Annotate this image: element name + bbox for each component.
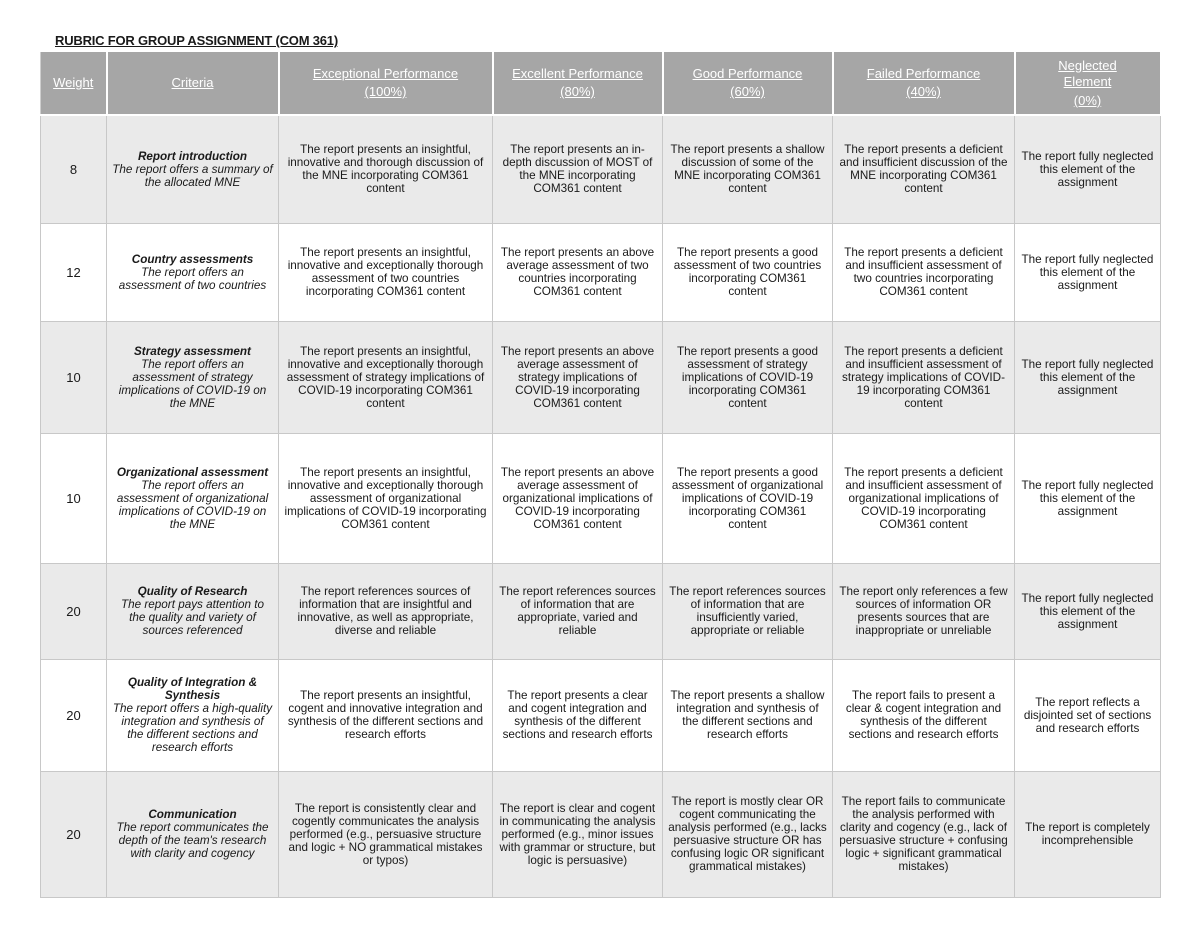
exceptional-cell: The report presents an insightful, innovative and exceptionally thorough assessment of strategy implications of COVID-19 incorporating COM361 content xyxy=(279,321,493,433)
header-failed xyxy=(833,51,1015,115)
criterion-title: Communication xyxy=(148,808,237,821)
header-exceptional xyxy=(279,51,493,115)
table-row xyxy=(41,115,1161,223)
good-cell: The report presents a shallow integration and synthesis of the different sections and research efforts xyxy=(663,659,833,771)
excellent-cell: The report references sources of information that are appropriate, varied and reliable xyxy=(493,563,663,659)
good-cell: The report is mostly clear OR cogent communicating the analysis performed (e.g., lacks persuasive structure OR has confusing logic OR significant grammatical mistakes) xyxy=(663,771,833,897)
excellent-cell: The report presents an above average assessment of two countries incorporating COM361 content xyxy=(493,223,663,321)
neglected-cell: The report reflects a disjointed set of sections and research efforts xyxy=(1015,659,1161,771)
exceptional-cell: The report presents an insightful, innovative and thorough discussion of the MNE incorporating COM361 content xyxy=(279,115,493,223)
good-cell: The report presents a good assessment of organizational implications of COVID-19 incorporating COM361 content xyxy=(663,433,833,563)
failed-cell: The report presents a deficient and insufficient assessment of strategy implications of COVID-19 incorporating COM361 content xyxy=(833,321,1015,433)
excellent-cell: The report presents an in-depth discussion of MOST of the MNE incorporating COM361 content xyxy=(493,115,663,223)
criterion-title: Quality of Integration & Synthesis xyxy=(127,676,258,702)
header-criteria: Criteria xyxy=(107,51,279,115)
failed-cell: The report presents a deficient and insufficient assessment of two countries incorporating COM361 content xyxy=(833,223,1015,321)
weight-cell: 10 xyxy=(41,321,107,433)
criterion-description: The report offers an assessment of organizational implications of COVID-19 on the MNE xyxy=(116,478,269,531)
failed-cell: The report fails to communicate the analysis performed with clarity and cogency (e.g., lack of persuasive structure + confusing logic + significant grammatical mistakes) xyxy=(833,771,1015,897)
excellent-cell: The report presents an above average assessment of strategy implications of COVID-19 incorporating COM361 content xyxy=(493,321,663,433)
criterion-description: The report pays attention to the quality and variety of sources referenced xyxy=(121,598,264,637)
header-weight: Weight xyxy=(41,51,107,115)
header-neglected-percent: (0%) xyxy=(1073,92,1102,108)
excellent-cell: The report is clear and cogent in communicating the analysis performed (e.g., minor issues with grammar or structure, but logic is persuasive) xyxy=(493,771,663,897)
weight-cell: 20 xyxy=(41,659,107,771)
excellent-cell: The report presents an above average assessment of organizational implications of COVID-19 incorporating COM361 content xyxy=(493,433,663,563)
failed-cell: The report presents a deficient and insufficient discussion of the MNE incorporating COM361 content xyxy=(833,115,1015,223)
criterion-cell xyxy=(107,659,279,771)
document-title: RUBRIC FOR GROUP ASSIGNMENT (COM 361) xyxy=(55,33,338,48)
header-exceptional-percent: (100%) xyxy=(364,84,407,99)
criterion-cell xyxy=(107,563,279,659)
failed-cell: The report presents a deficient and insufficient assessment of organizational implications of COVID-19 incorporating COM361 content xyxy=(833,433,1015,563)
neglected-cell: The report fully neglected this element of the assignment xyxy=(1015,115,1161,223)
exceptional-cell: The report presents an insightful, innovative and exceptionally thorough assessment of two countries incorporating COM361 content xyxy=(279,223,493,321)
header-row xyxy=(41,51,1161,115)
rubric-table xyxy=(40,50,1162,898)
criterion-description: The report offers a summary of the allocated MNE xyxy=(112,162,273,189)
table-row xyxy=(41,659,1161,771)
criterion-cell xyxy=(107,115,279,223)
table-row xyxy=(41,321,1161,433)
exceptional-cell: The report presents an insightful, cogent and innovative integration and synthesis of the different sections and research efforts xyxy=(279,659,493,771)
header-good xyxy=(663,51,833,115)
criterion-description: The report communicates the depth of the team's research with clarity and cogency xyxy=(116,821,269,860)
table-row xyxy=(41,223,1161,321)
header-exceptional-name: Exceptional Performance xyxy=(312,66,459,81)
criterion-cell xyxy=(107,321,279,433)
neglected-cell: The report fully neglected this element of the assignment xyxy=(1015,321,1161,433)
header-excellent xyxy=(493,51,663,115)
good-cell: The report presents a good assessment of two countries incorporating COM361 content xyxy=(663,223,833,321)
failed-cell: The report only references a few sources of information OR presents sources that are inappropriate or unreliable xyxy=(833,563,1015,659)
criterion-cell xyxy=(107,223,279,321)
header-excellent-percent: (80%) xyxy=(560,84,595,99)
criterion-title: Quality of Research xyxy=(137,585,248,598)
criterion-description: The report offers an assessment of two countries xyxy=(118,265,267,292)
header-good-percent: (60%) xyxy=(730,84,765,99)
header-neglected-name-line1: Neglected xyxy=(1058,57,1117,73)
table-row xyxy=(41,771,1161,897)
weight-cell: 20 xyxy=(41,563,107,659)
good-cell: The report references sources of information that are insufficiently varied, appropriate or reliable xyxy=(663,563,833,659)
header-neglected-name-line2: Element xyxy=(1063,73,1112,89)
exceptional-cell: The report references sources of information that are insightful and innovative, as well as appropriate, diverse and reliable xyxy=(279,563,493,659)
excellent-cell: The report presents a clear and cogent integration and synthesis of the different sections and research efforts xyxy=(493,659,663,771)
neglected-cell: The report fully neglected this element of the assignment xyxy=(1015,223,1161,321)
criterion-title: Strategy assessment xyxy=(134,344,251,358)
criterion-description: The report offers a high-quality integration and synthesis of the different sections and research efforts xyxy=(112,702,273,754)
criterion-cell xyxy=(107,433,279,563)
failed-cell: The report fails to present a clear & cogent integration and synthesis of the different sections and research efforts xyxy=(833,659,1015,771)
table-row xyxy=(41,563,1161,659)
good-cell: The report presents a shallow discussion of some of the MNE incorporating COM361 content xyxy=(663,115,833,223)
header-failed-name: Failed Performance xyxy=(866,66,981,81)
good-cell: The report presents a good assessment of strategy implications of COVID-19 incorporating COM361 content xyxy=(663,321,833,433)
criterion-title: Report introduction xyxy=(137,149,248,163)
criterion-title: Organizational assessment xyxy=(116,465,269,479)
header-excellent-name: Excellent Performance xyxy=(512,66,643,81)
header-failed-percent: (40%) xyxy=(906,84,941,99)
neglected-cell: The report fully neglected this element of the assignment xyxy=(1015,563,1161,659)
criterion-cell xyxy=(107,771,279,897)
weight-cell: 12 xyxy=(41,223,107,321)
neglected-cell: The report fully neglected this element of the assignment xyxy=(1015,433,1161,563)
weight-cell: 20 xyxy=(41,771,107,897)
neglected-cell: The report is completely incomprehensible xyxy=(1015,771,1161,897)
criterion-title: Country assessments xyxy=(131,252,254,266)
header-good-name: Good Performance xyxy=(692,66,803,81)
exceptional-cell: The report is consistently clear and cogently communicates the analysis performed (e.g., persuasive structure and logic + NO grammatical mistakes or typos) xyxy=(279,771,493,897)
weight-cell: 10 xyxy=(41,433,107,563)
criterion-description: The report offers an assessment of strategy implications of COVID-19 on the MNE xyxy=(118,357,267,410)
exceptional-cell: The report presents an insightful, innovative and exceptionally thorough assessment of organizational implications of COVID-19 incorporating COM361 content xyxy=(279,433,493,563)
table-row xyxy=(41,433,1161,563)
header-neglected xyxy=(1015,51,1161,115)
weight-cell: 8 xyxy=(41,115,107,223)
